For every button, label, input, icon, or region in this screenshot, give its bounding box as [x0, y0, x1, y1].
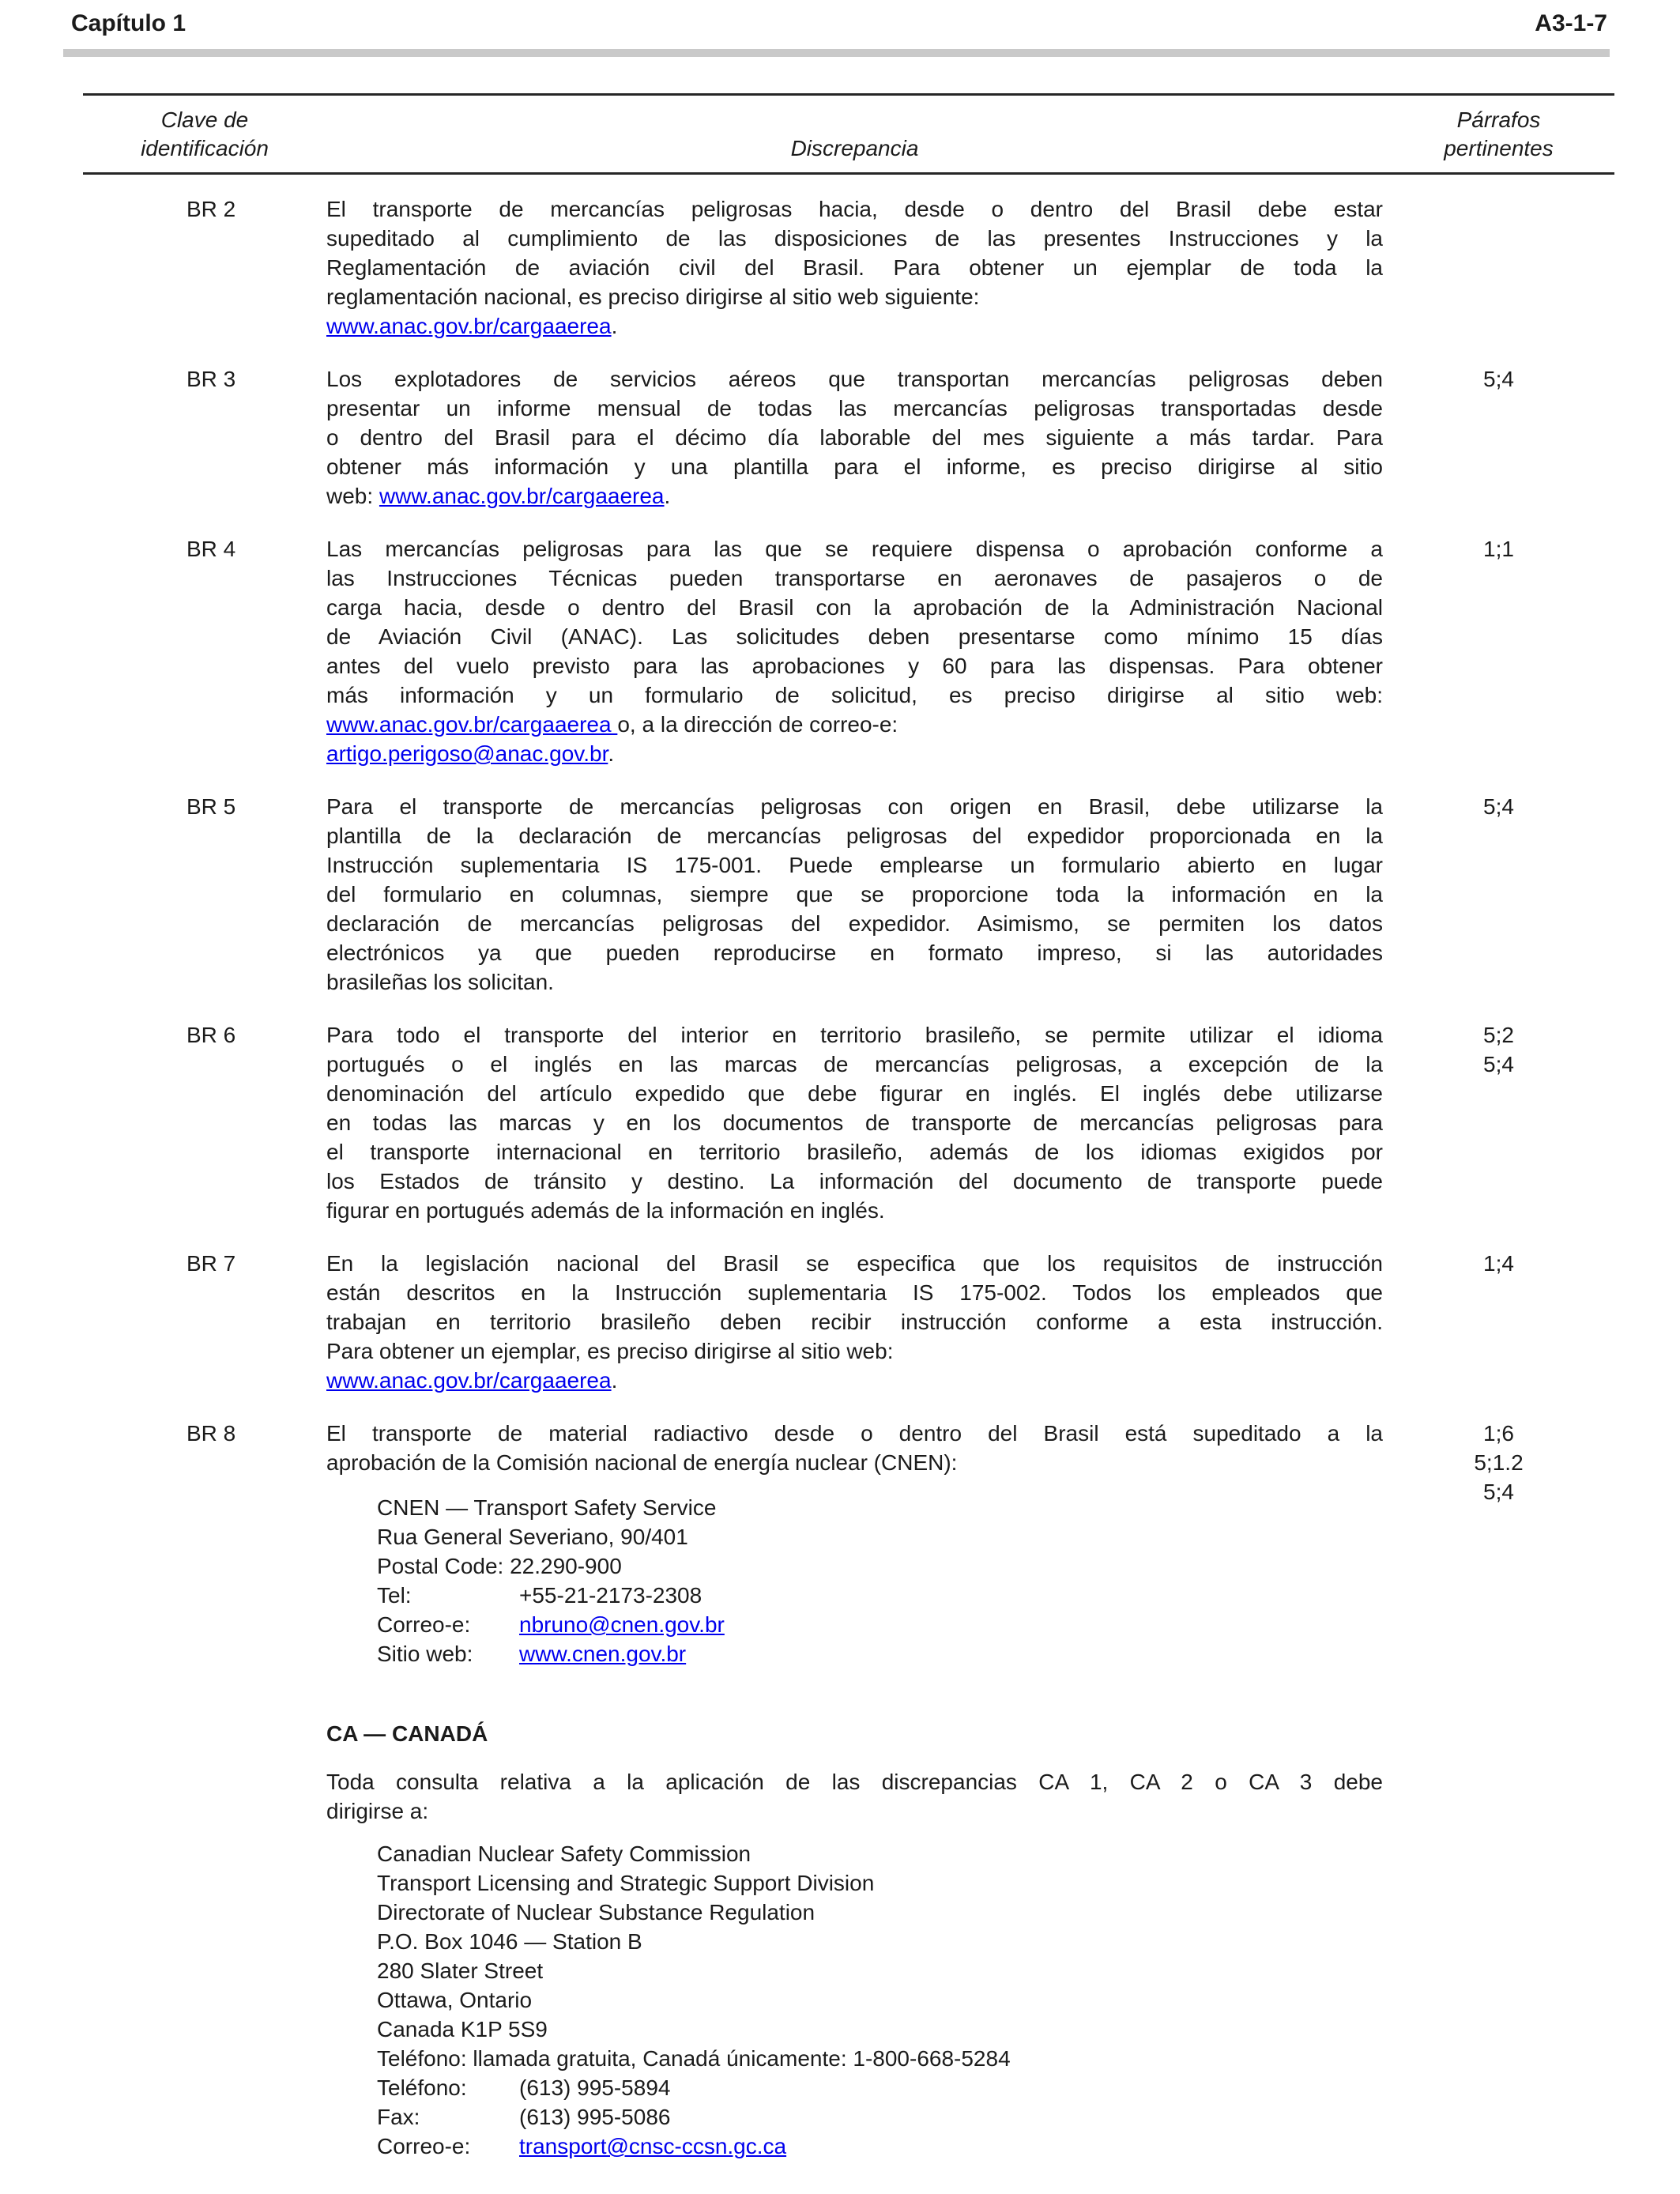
row-identification-code: BR 3: [186, 367, 236, 391]
text-segment: Para obtener un ejemplar, es preciso dirigirse al sitio web:: [326, 1339, 894, 1363]
text-line: [326, 680, 1383, 710]
text-line: [326, 564, 1383, 593]
text-line: [326, 194, 1383, 224]
text-line: [326, 739, 1383, 768]
text-segment: Las mercancías peligrosas para las que se requiere dispensa o aprobación conforme a: [326, 537, 1383, 561]
contact-line: [377, 2015, 1614, 2044]
row-contact-block: [377, 1493, 1383, 1668]
contact-line: [377, 2102, 1614, 2132]
row-identification-code: BR 4: [186, 537, 236, 561]
text-line: [326, 651, 1383, 680]
text-segment: aprobación de la Comisión nacional de energía nuclear (CNEN):: [326, 1450, 958, 1475]
contact-line: [377, 2073, 1614, 2102]
column-header-discrepancy-label: Discrepancia: [790, 136, 919, 160]
section-heading-canada: CA — CANADÁ: [326, 1721, 488, 1746]
paragraph-reference: 5;1.2: [1474, 1450, 1524, 1475]
text-line: [326, 364, 1383, 394]
text-segment: denominación del artículo expedido que debe figurar en inglés. El inglés debe utilizarse: [326, 1081, 1383, 1106]
row-identification-code: BR 8: [186, 1421, 236, 1446]
text-line: [326, 1079, 1383, 1108]
text-line: [326, 1249, 1383, 1278]
text-line: [326, 1108, 1383, 1137]
column-header-id-line1: Clave de: [160, 107, 249, 132]
text-segment: obtener más información y una plantilla para el informe, es preciso dirigirse al sitio: [326, 454, 1383, 479]
column-header-id: [83, 106, 326, 163]
column-header-paragraphs: [1383, 106, 1614, 163]
text-segment: .: [664, 484, 671, 508]
contact-text: Ottawa, Ontario: [377, 1988, 533, 2012]
contact-text: Teléfono: llamada gratuita, Canadá únicamente: 1-800-668-5284: [377, 2046, 1011, 2071]
text-line: [326, 1137, 1383, 1167]
paragraph-reference: 1;4: [1483, 1251, 1514, 1276]
contact-text: Postal Code: 22.290-900: [377, 1554, 622, 1578]
text-segment: web:: [326, 484, 379, 508]
text-line: [326, 311, 1383, 341]
table-row: [83, 1020, 1614, 1225]
text-segment: Instrucción suplementaria IS 175-001. Puede emplearse un formulario abierto en lugar: [326, 853, 1383, 877]
row-identification-code: BR 6: [186, 1023, 236, 1047]
text-segment: reglamentación nacional, es preciso dirigirse al sitio web siguiente:: [326, 285, 980, 309]
contact-label: Fax:: [377, 2105, 420, 2129]
text-line: [326, 1278, 1383, 1307]
text-segment: o dentro del Brasil para el décimo día laborable del mes siguiente a más tardar. Para: [326, 425, 1383, 450]
text-segment: las Instrucciones Técnicas pueden transportarse en aeronaves de pasajeros o de: [326, 566, 1383, 590]
text-segment: figurar en portugués además de la información en inglés.: [326, 1198, 885, 1223]
paragraph-reference: 5;4: [1483, 794, 1514, 819]
hyperlink[interactable]: transport@cnsc-ccsn.gc.ca: [519, 2134, 787, 2158]
row-identification-code: BR 2: [186, 197, 236, 221]
text-segment: Para todo el transporte del interior en territorio brasileño, se permite utilizar el idioma: [326, 1023, 1383, 1047]
text-line: [326, 282, 1383, 311]
page-number: A3-1-7: [1535, 10, 1607, 36]
text-segment: portugués o el inglés en las marcas de mercancías peligrosas, a excepción de la: [326, 1052, 1383, 1076]
text-line: [326, 534, 1383, 564]
text-line: [326, 1307, 1383, 1336]
table-row: [83, 1419, 1614, 1668]
contact-text: 280 Slater Street: [377, 1958, 544, 1983]
text-line: [326, 850, 1383, 880]
text-line: [326, 909, 1383, 938]
text-line: [326, 253, 1383, 282]
header-divider-bar: [63, 49, 1610, 57]
text-line: [326, 1050, 1383, 1079]
contact-label: Tel:: [377, 1583, 412, 1608]
text-line: [326, 1448, 1383, 1477]
text-segment: presentar un informe mensual de todas las mercancías peligrosas transportadas desde: [326, 396, 1383, 420]
text-line: [326, 593, 1383, 622]
text-line: [326, 423, 1383, 452]
text-line: [326, 938, 1383, 967]
column-header-id-line2: identificación: [141, 136, 269, 160]
canada-contact-block: [377, 1839, 1614, 2161]
text-segment: están descritos en la Instrucción suplementaria IS 175-002. Todos los empleados que: [326, 1280, 1383, 1305]
contact-text: Rua General Severiano, 90/401: [377, 1525, 688, 1549]
text-segment: .: [611, 314, 618, 338]
paragraph-reference: 1;1: [1483, 537, 1514, 561]
text-line: [326, 1796, 1383, 1826]
contact-label: Correo-e:: [377, 1612, 471, 1637]
contact-line: [377, 1985, 1614, 2015]
text-line: [326, 452, 1383, 481]
contact-label: Sitio web:: [377, 1642, 473, 1666]
text-segment: carga hacia, desde o dentro del Brasil con la aprobación de la Administración Nacional: [326, 595, 1383, 620]
table-row: [83, 1249, 1614, 1395]
hyperlink[interactable]: artigo.perigoso@anac.gov.br: [326, 741, 608, 766]
contact-text: P.O. Box 1046 — Station B: [377, 1929, 642, 1954]
text-line: [326, 1020, 1383, 1050]
column-header-discrepancy: [326, 134, 1383, 163]
text-segment: electrónicos ya que pueden reproducirse en formato impreso, si las autoridades: [326, 941, 1383, 965]
table-row: [83, 364, 1614, 511]
row-pertinent-paragraphs: [1383, 1020, 1614, 1079]
contact-line: [377, 1639, 1383, 1668]
column-header-paragraphs-line2: pertinentes: [1444, 136, 1554, 160]
contact-text: (613) 995-5894: [519, 2075, 671, 2100]
text-segment: plantilla de la declaración de mercancías peligrosas del expedidor proporcionada en la: [326, 824, 1383, 848]
text-segment: más información y un formulario de solicitud, es preciso dirigirse al sitio web:: [326, 683, 1383, 707]
chapter-title: Capítulo 1: [71, 10, 186, 36]
text-segment: .: [608, 741, 615, 766]
column-header-paragraphs-line1: Párrafos: [1456, 107, 1541, 132]
contact-line: [377, 1610, 1383, 1639]
hyperlink[interactable]: nbruno@cnen.gov.br: [519, 1612, 725, 1637]
contact-line: [377, 1839, 1614, 1868]
hyperlink[interactable]: www.anac.gov.br/cargaaerea: [379, 484, 665, 508]
contact-label: Correo-e:: [377, 2134, 471, 2158]
running-header: [0, 0, 1680, 38]
text-segment: Para el transporte de mercancías peligrosas con origen en Brasil, debe utilizarse la: [326, 794, 1383, 819]
text-line: [326, 394, 1383, 423]
contact-line: [377, 1868, 1614, 1898]
contact-line: [377, 1581, 1383, 1610]
text-segment: dirigirse a:: [326, 1799, 429, 1823]
contact-text: CNEN — Transport Safety Service: [377, 1495, 717, 1520]
text-line: [326, 821, 1383, 850]
text-line: [326, 967, 1383, 997]
row-discrepancy-text: [326, 364, 1383, 511]
row-discrepancy-text: [326, 1020, 1383, 1225]
row-discrepancy-text: [326, 534, 1383, 768]
paragraph-reference: 5;4: [1483, 1052, 1514, 1076]
row-identification-code: BR 5: [186, 794, 236, 819]
contact-line: [377, 1927, 1614, 1956]
contact-text: Transport Licensing and Strategic Support Division: [377, 1871, 875, 1895]
canada-section: [326, 1719, 1614, 2161]
text-segment: trabajan en territorio brasileño deben recibir instrucción conforme a esta instrucción.: [326, 1310, 1383, 1334]
text-segment: declaración de mercancías peligrosas del expedidor. Asimismo, se permiten los datos: [326, 911, 1383, 936]
text-segment: supeditado al cumplimiento de las disposiciones de las presentes Instrucciones y la: [326, 226, 1383, 251]
contact-line: [377, 1956, 1614, 1985]
row-pertinent-paragraphs: [1383, 1419, 1614, 1506]
text-segment: Toda consulta relativa a la aplicación de las discrepancias CA 1, CA 2 o CA 3 debe: [326, 1770, 1383, 1794]
row-pertinent-paragraphs: [1383, 792, 1614, 821]
contact-label: Teléfono:: [377, 2075, 467, 2100]
text-line: [326, 710, 1383, 739]
row-discrepancy-text: [326, 1249, 1383, 1395]
text-line: [326, 1196, 1383, 1225]
hyperlink[interactable]: www.anac.gov.br/cargaaerea: [326, 1368, 612, 1393]
text-segment: En la legislación nacional del Brasil se especifica que los requisitos de instrucción: [326, 1251, 1383, 1276]
text-line: [326, 481, 1383, 511]
contact-text: Canadian Nuclear Safety Commission: [377, 1842, 751, 1866]
paragraph-reference: 1;6: [1483, 1421, 1514, 1446]
row-discrepancy-text: [326, 194, 1383, 341]
text-line: [326, 1336, 1383, 1366]
text-line: [326, 622, 1383, 651]
row-pertinent-paragraphs: [1383, 364, 1614, 394]
text-segment: Los explotadores de servicios aéreos que transportan mercancías peligrosas deben: [326, 367, 1383, 391]
table-row: [83, 534, 1614, 768]
text-segment: El transporte de material radiactivo desde o dentro del Brasil está supeditado a la: [326, 1421, 1383, 1446]
text-segment: en todas las marcas y en los documentos de transporte de mercancías peligrosas para: [326, 1110, 1383, 1135]
contact-text: Directorate of Nuclear Substance Regulation: [377, 1900, 816, 1924]
row-pertinent-paragraphs: [1383, 534, 1614, 564]
text-segment: brasileñas los solicitan.: [326, 970, 554, 994]
canada-intro-paragraph: [326, 1767, 1383, 1826]
contact-text: (613) 995-5086: [519, 2105, 671, 2129]
text-segment: El transporte de mercancías peligrosas hacia, desde o dentro del Brasil debe estar: [326, 197, 1383, 221]
text-segment: .: [611, 1368, 618, 1393]
paragraph-reference: 5;4: [1483, 367, 1514, 391]
table-column-headers: [83, 93, 1614, 175]
text-line: [326, 1767, 1383, 1796]
text-line: [326, 1366, 1383, 1395]
text-segment: o, a la dirección de correo-e:: [617, 712, 898, 737]
text-line: [326, 224, 1383, 253]
paragraph-reference: 5;4: [1483, 1480, 1514, 1504]
text-line: [326, 792, 1383, 821]
row-identification-code: BR 7: [186, 1251, 236, 1276]
text-segment: el transporte internacional en territorio brasileño, además de los idiomas exigidos por: [326, 1140, 1383, 1164]
contact-line: [377, 1493, 1383, 1522]
text-line: [326, 1167, 1383, 1196]
table-row: [83, 194, 1614, 341]
contact-line: [377, 1898, 1614, 1927]
text-line: [326, 1419, 1383, 1448]
paragraph-reference: 5;2: [1483, 1023, 1514, 1047]
contact-line: [377, 2132, 1614, 2161]
hyperlink[interactable]: www.anac.gov.br/cargaaerea: [326, 314, 612, 338]
text-segment: de Aviación Civil (ANAC). Las solicitudes deben presentarse como mínimo 15 días: [326, 624, 1383, 649]
row-discrepancy-text: [326, 1419, 1383, 1668]
contact-line: [377, 1522, 1383, 1551]
table-row: [83, 792, 1614, 997]
discrepancy-rows: [0, 175, 1680, 1668]
hyperlink[interactable]: www.anac.gov.br/cargaaerea: [326, 712, 618, 737]
text-segment: Reglamentación de aviación civil del Brasil. Para obtener un ejemplar de toda la: [326, 255, 1383, 280]
text-segment: antes del vuelo previsto para las aprobaciones y 60 para las dispensas. Para obtener: [326, 654, 1383, 678]
row-discrepancy-text: [326, 792, 1383, 997]
contact-text: Canada K1P 5S9: [377, 2017, 548, 2041]
row-pertinent-paragraphs: [1383, 1249, 1614, 1278]
contact-text: +55-21-2173-2308: [519, 1583, 703, 1608]
contact-line: [377, 2044, 1614, 2073]
hyperlink[interactable]: www.cnen.gov.br: [519, 1642, 687, 1666]
contact-line: [377, 1551, 1383, 1581]
text-line: [326, 880, 1383, 909]
text-segment: los Estados de tránsito y destino. La información del documento de transporte puede: [326, 1169, 1383, 1193]
text-segment: del formulario en columnas, siempre que se proporcione toda la información en la: [326, 882, 1383, 907]
